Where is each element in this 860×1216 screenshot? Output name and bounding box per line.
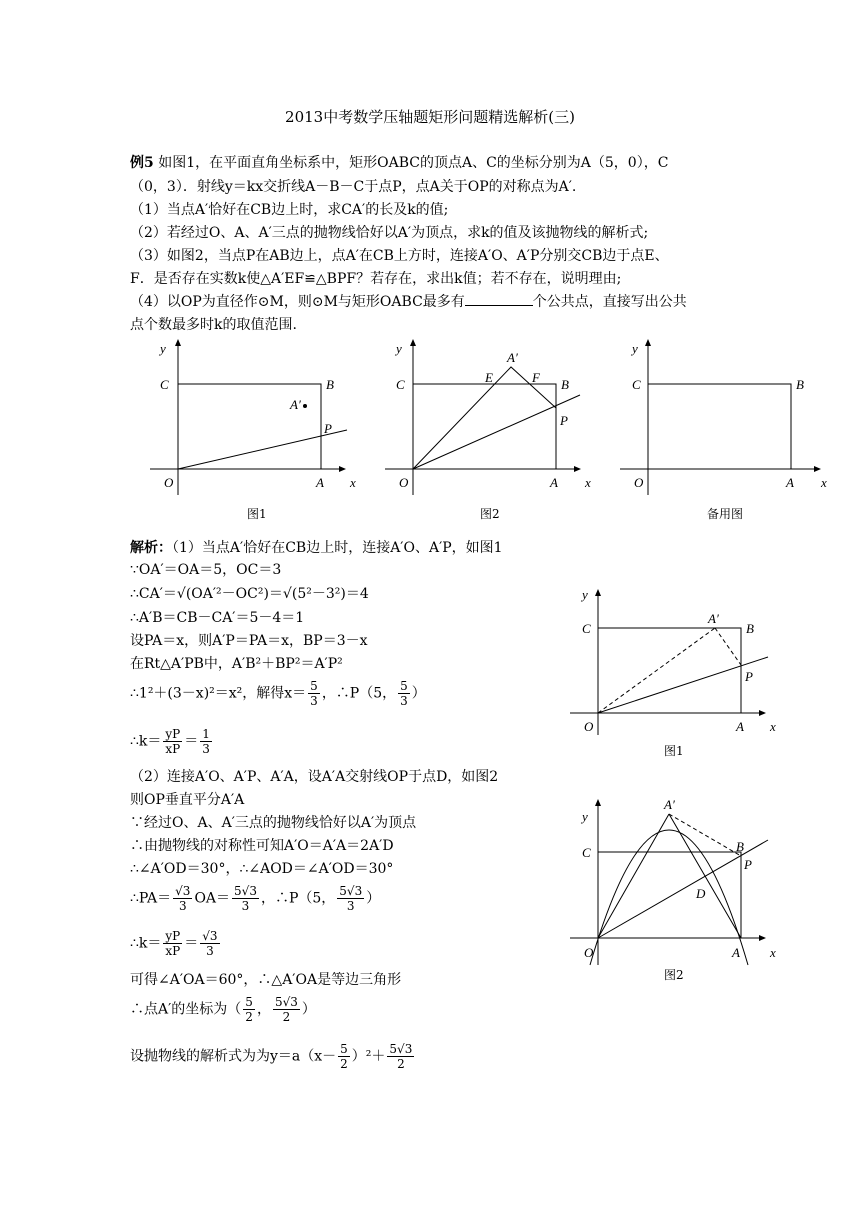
problem-text-1: 如图1，在平面直角坐标系中，矩形OABC的顶点A、C的坐标分别为A（5，0），C (158, 155, 669, 171)
problem-line-2: （0，3）．射线y＝kx交折线A－B－C于点P，点A关于OP的对称点为A′. (130, 179, 577, 195)
problem-line-7 (130, 291, 687, 313)
sfig2-aprime-label: A′ (664, 797, 675, 812)
sfig1-b-label: B (746, 621, 754, 636)
solution-line-6: 在Rt△A′PB中，A′B²＋BP²＝A′P² (130, 656, 343, 672)
sfig1-aprime-label: A′ (708, 611, 719, 626)
s14-text-d: ） (366, 890, 381, 907)
fig2-e-label: E (485, 370, 493, 385)
problem-line-5: （3）如图2，当点P在AB边上，点A′在CB上方时，连接A′O、A′P分别交CB边于点E、 (130, 248, 669, 264)
s14-text-a: ∴PA＝ (130, 890, 172, 907)
s17-text-a: ∴点A′的坐标为（ (130, 1001, 242, 1018)
s7-text-b: ，∴P（5， (321, 685, 397, 702)
fraction-5r3-3: $\frac{5√3}{3}$ (234, 884, 257, 913)
spare-c-label: C (632, 377, 641, 392)
figures-row (140, 335, 840, 525)
solution-line-13: ∴∠A′OD＝30°，∴∠AOD＝∠A′OD＝30° (130, 861, 394, 877)
fraction-5r3-2: $\frac{5√3}{2}$ (274, 995, 298, 1024)
sfig1-a-label: A (736, 719, 744, 734)
fig1-x-label: x (350, 475, 356, 490)
fig2-o-label: O (399, 475, 409, 490)
fig1-o-label: O (164, 475, 174, 490)
solution-line-17 (130, 995, 316, 1024)
sfig2-y-label: y (582, 809, 588, 824)
problem-line-8: 点个数最多时k的取值范围. (130, 317, 297, 333)
problem-text-7a: （4）以OP为直径作⊙M，则⊙M与矩形OABC最多有 (130, 294, 465, 310)
figure-2 (385, 340, 591, 495)
solution-line-16: 可得∠A′OA＝60°，∴△A′OA是等边三角形 (130, 972, 402, 988)
fig1-p-label: P (324, 421, 332, 436)
fraction-1-3: $\frac{1}{3}$ (202, 727, 210, 756)
s18-text-b: ）²＋ (351, 1048, 386, 1065)
sfig2-a-label: A (732, 945, 740, 960)
s18-text-a: 设抛物线的解析式为为y＝a（x－ (130, 1048, 337, 1065)
solution-line-3: ∴CA′＝√(OA′²－OC²)＝√(5²－3²)＝4 (130, 586, 369, 602)
fraction-5-3: $\frac{5}{3}$ (310, 679, 318, 708)
spare-b-label: B (796, 377, 804, 392)
sfig2-o-label: O (584, 945, 594, 960)
fraction-yp-xp: $\frac{yP}{xP}$ (165, 727, 181, 756)
fraction-5-2: $\frac{5}{2}$ (245, 995, 253, 1024)
problem-line-6: F．是否存在实数k使△A′EF≌△BPF？若存在，求出k值；若不存在，说明理由; (130, 271, 622, 287)
s14-text-c: ，∴P（5， (260, 890, 336, 907)
s7-text-a: ∴1²＋(3－x)²＝x²，解得x＝ (130, 685, 307, 702)
solution-line-9: （2）连接A′O、A′P、A′A，设A′A交射线OP于点D，如图2 (130, 769, 499, 785)
s15-text-a: ∴k＝ (130, 935, 162, 952)
fraction-r3-3: $\frac{√3}{3}$ (175, 884, 191, 913)
fig2-a-label: A (550, 475, 558, 490)
sfig2-x-label: x (770, 945, 776, 960)
solution-line-10: 则OP垂直平分A′A (130, 792, 245, 808)
s15-text-b: ＝ (184, 935, 199, 952)
fig1-caption: 图1 (247, 507, 267, 521)
solution-line-8 (130, 727, 214, 756)
solution-line-7 (130, 679, 426, 708)
fraction-5-3-b: $\frac{5}{3}$ (400, 679, 408, 708)
fig1-a-label: A (316, 475, 324, 490)
sfig1-c-label: C (582, 621, 591, 636)
sfig2-d-label: D (696, 886, 706, 901)
fig2-c-label: C (396, 377, 405, 392)
s8-text-a: ∴k＝ (130, 733, 162, 750)
page-title: 2013中考数学压轴题矩形问题精选解析(三) (285, 108, 575, 126)
solution-fig2-caption: 图2 (664, 968, 684, 982)
sfig2-c-label: C (582, 845, 591, 860)
fig1-b-label: B (326, 377, 334, 392)
problem-line-1 (130, 152, 668, 174)
fig2-p-label: P (560, 413, 568, 428)
spare-o-label: O (634, 475, 644, 490)
solution-figure-2 (560, 795, 800, 970)
fraction-yp-xp-2: $\frac{yP}{xP}$ (165, 929, 181, 958)
solution-line-11: ∵经过O、A、A′三点的抛物线恰好以A′为顶点 (130, 815, 417, 831)
answer-blank (465, 291, 533, 306)
fig2-x-label: x (585, 475, 591, 490)
spare-a-label: A (786, 475, 794, 490)
spare-caption: 备用图 (707, 507, 744, 521)
solution-line-4: ∴A′B＝CB－CA′＝5－4＝1 (130, 610, 305, 626)
solution-text-1: （1）当点A′恰好在CB边上时，连接A′O、A′P，如图1 (172, 540, 503, 556)
fig1-c-label: C (160, 377, 169, 392)
solution-figure-1 (560, 585, 800, 745)
sfig1-p-label: P (745, 669, 753, 684)
s14-text-b: OA＝ (194, 890, 231, 907)
spare-y-label: y (632, 341, 638, 356)
fraction-5-2-b: $\frac{5}{2}$ (340, 1042, 348, 1071)
s7-text-c: ） (411, 685, 426, 702)
fig2-y-label: y (396, 341, 402, 356)
problem-line-3: （1）当点A′恰好在CB边上时，求CA′的长及k的值; (130, 202, 449, 218)
fig2-b-label: B (561, 377, 569, 392)
solution-line-1 (130, 537, 503, 559)
example-label: 例5 (130, 155, 154, 171)
sfig2-b-label: B (736, 839, 744, 854)
solution-line-12: ∴由抛物线的对称性可知A′O＝A′A＝2A′D (130, 838, 394, 854)
spare-x-label: x (821, 475, 827, 490)
sfig1-o-label: O (584, 719, 594, 734)
fig1-aprime-label: A′ (290, 397, 301, 412)
problem-text-7b: 个公共点，直接写出公共 (532, 294, 687, 310)
fig2-caption: 图2 (480, 507, 500, 521)
fraction-5r3-3-b: $\frac{5√3}{3}$ (339, 884, 363, 913)
problem-line-4: （2）若经过O、A、A′三点的抛物线恰好以A′为顶点，求k的值及该抛物线的解析式; (130, 225, 649, 241)
solution-line-18 (130, 1042, 416, 1071)
solution-line-5: 设PA＝x，则A′P＝PA＝x，BP＝3－x (130, 633, 368, 649)
figure-1 (150, 340, 356, 495)
solution-line-2: ∵OA′＝OA＝5，OC＝3 (130, 562, 282, 578)
solution-fig1-caption: 图1 (664, 744, 684, 758)
s17-text-c: ） (301, 1001, 316, 1018)
spare-figure (620, 340, 827, 495)
s8-text-b: ＝ (184, 733, 199, 750)
solution-line-14 (130, 884, 380, 913)
fraction-5r3-2-b: $\frac{5√3}{2}$ (389, 1042, 413, 1071)
sfig1-y-label: y (582, 587, 588, 602)
fig2-f-label: F (532, 370, 540, 385)
sfig1-x-label: x (770, 719, 776, 734)
solution-head: 解析： (130, 540, 172, 556)
fig2-aprime-label: A′ (507, 350, 518, 365)
solution-line-15 (130, 929, 222, 958)
fraction-r3-3-b: $\frac{√3}{3}$ (202, 929, 218, 958)
sfig2-p-label: P (744, 857, 752, 872)
fig1-y-label: y (160, 341, 166, 356)
s17-text-b: ， (256, 1001, 271, 1018)
